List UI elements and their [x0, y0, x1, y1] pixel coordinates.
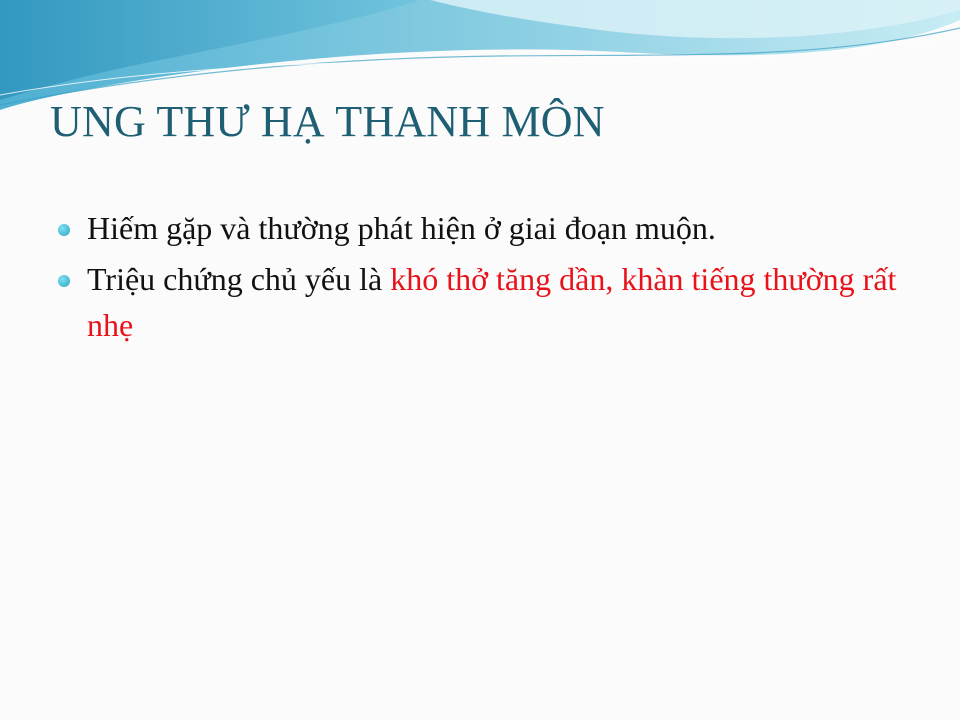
- bullet-text: Hiếm gặp và thường phát hiện ở giai đoạn muộn.: [87, 210, 716, 246]
- bullet-highlight-text: khó thở tăng dần, khàn tiếng thường rất nhẹ: [87, 261, 897, 343]
- bullet-list: [56, 205, 906, 353]
- bullet-dot-icon: [58, 275, 70, 287]
- bullet-item: [56, 205, 906, 251]
- bullet-item: [56, 256, 906, 348]
- slide-title: UNG THƯ HẠ THANH MÔN: [50, 97, 605, 146]
- bullet-text: Triệu chứng chủ yếu là: [87, 261, 391, 297]
- bullet-dot-icon: [58, 224, 70, 236]
